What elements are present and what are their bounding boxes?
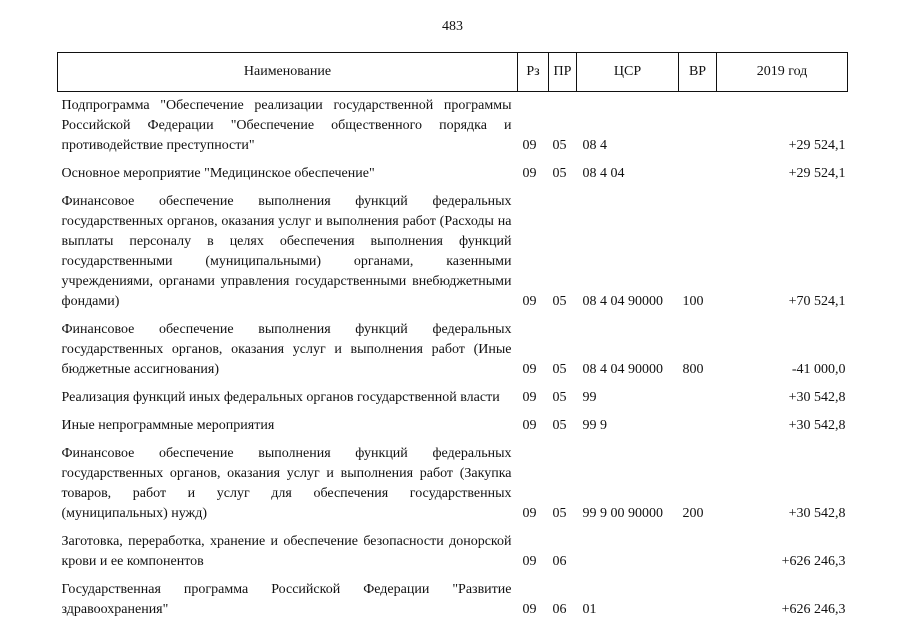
cell-csr: 01 (582, 602, 597, 617)
header-name: Наименование (58, 53, 518, 92)
cell-vr: 200 (682, 506, 704, 521)
cell-vr (679, 388, 717, 416)
cell-sum: -41 000,0 (791, 362, 846, 377)
table-row (58, 416, 848, 444)
cell-csr: 08 4 (582, 138, 607, 153)
cell-pr: 06 (552, 554, 567, 569)
cell-name: Иные непрограммные мероприятия (61, 418, 275, 433)
cell-sum: +29 524,1 (788, 138, 846, 153)
cell-rz: 09 (522, 138, 537, 153)
cell-rz: 09 (522, 294, 537, 309)
cell-name: Финансовое обеспечение выполнения функций федеральных государственных органов, оказания услуг и выполнения работ (Расходы на выплаты персоналу в целях обеспечения выполнения функций государственными (муниципальными) органами, казенными учреждениями, органами управления государственными внебюджетными фондами) (61, 194, 512, 309)
table-row (58, 96, 848, 164)
cell-pr: 05 (552, 166, 567, 181)
cell-sum: +70 524,1 (788, 294, 846, 309)
budget-table (57, 52, 848, 628)
cell-pr: 05 (552, 294, 567, 309)
header-pr: ПР (549, 53, 577, 92)
cell-name: Основное мероприятие "Медицинское обеспечение" (61, 166, 375, 181)
cell-name: Финансовое обеспечение выполнения функций федеральных государственных органов, оказания услуг и выполнения работ (Иные бюджетные ассигнования) (61, 322, 512, 377)
cell-pr: 05 (552, 138, 567, 153)
cell-vr (679, 96, 717, 164)
header-year: 2019 год (717, 53, 848, 92)
cell-name: Государственная программа Российской Федерации "Развитие здравоохранения" (61, 582, 512, 617)
cell-csr: 08 4 04 (582, 166, 625, 181)
cell-vr (679, 580, 717, 628)
cell-rz: 09 (522, 390, 537, 405)
cell-name: Заготовка, переработка, хранение и обеспечение безопасности донорской крови и ее компонентов (61, 534, 512, 569)
cell-sum: +626 246,3 (781, 602, 846, 617)
cell-rz: 09 (522, 554, 537, 569)
cell-name: Финансовое обеспечение выполнения функций федеральных государственных органов, оказания услуг и выполнения работ (Закупка товаров, работ и услуг для обеспечения государственных (муниципальных) нужд) (61, 446, 512, 521)
cell-csr: 08 4 04 90000 (582, 294, 663, 309)
table-row (58, 532, 848, 580)
cell-csr: 99 9 (582, 418, 607, 433)
cell-sum: +29 524,1 (788, 166, 846, 181)
table-row (58, 192, 848, 320)
cell-vr (679, 164, 717, 192)
table-row (58, 580, 848, 628)
cell-sum: +30 542,8 (788, 390, 846, 405)
table-header (58, 53, 848, 92)
cell-vr (679, 532, 717, 580)
cell-pr: 06 (552, 602, 567, 617)
cell-csr (577, 532, 679, 580)
cell-pr: 05 (552, 506, 567, 521)
cell-name: Реализация функций иных федеральных органов государственной власти (61, 390, 500, 405)
cell-sum: +626 246,3 (781, 554, 846, 569)
header-csr: ЦСР (577, 53, 679, 92)
cell-name: Подпрограмма "Обеспечение реализации государственной программы Российской Федерации "Обеспечение общественного порядка и противодействие преступности" (61, 98, 512, 153)
cell-vr (679, 416, 717, 444)
cell-pr: 05 (552, 390, 567, 405)
cell-sum: +30 542,8 (788, 418, 846, 433)
cell-rz: 09 (522, 602, 537, 617)
cell-pr: 05 (552, 418, 567, 433)
header-rz: Рз (518, 53, 549, 92)
cell-csr: 99 9 00 90000 (582, 506, 663, 521)
cell-pr: 05 (552, 362, 567, 377)
table-row (58, 444, 848, 532)
table-row (58, 388, 848, 416)
cell-rz: 09 (522, 506, 537, 521)
cell-vr: 800 (682, 362, 704, 377)
cell-csr: 99 (582, 390, 597, 405)
cell-rz: 09 (522, 166, 537, 181)
cell-csr: 08 4 04 90000 (582, 362, 663, 377)
cell-vr: 100 (682, 294, 704, 309)
page-number: 483 (442, 19, 463, 34)
cell-sum: +30 542,8 (788, 506, 846, 521)
table-row (58, 320, 848, 388)
table-row (58, 164, 848, 192)
table-body (58, 92, 848, 629)
cell-rz: 09 (522, 418, 537, 433)
header-vr: ВР (679, 53, 717, 92)
cell-rz: 09 (522, 362, 537, 377)
